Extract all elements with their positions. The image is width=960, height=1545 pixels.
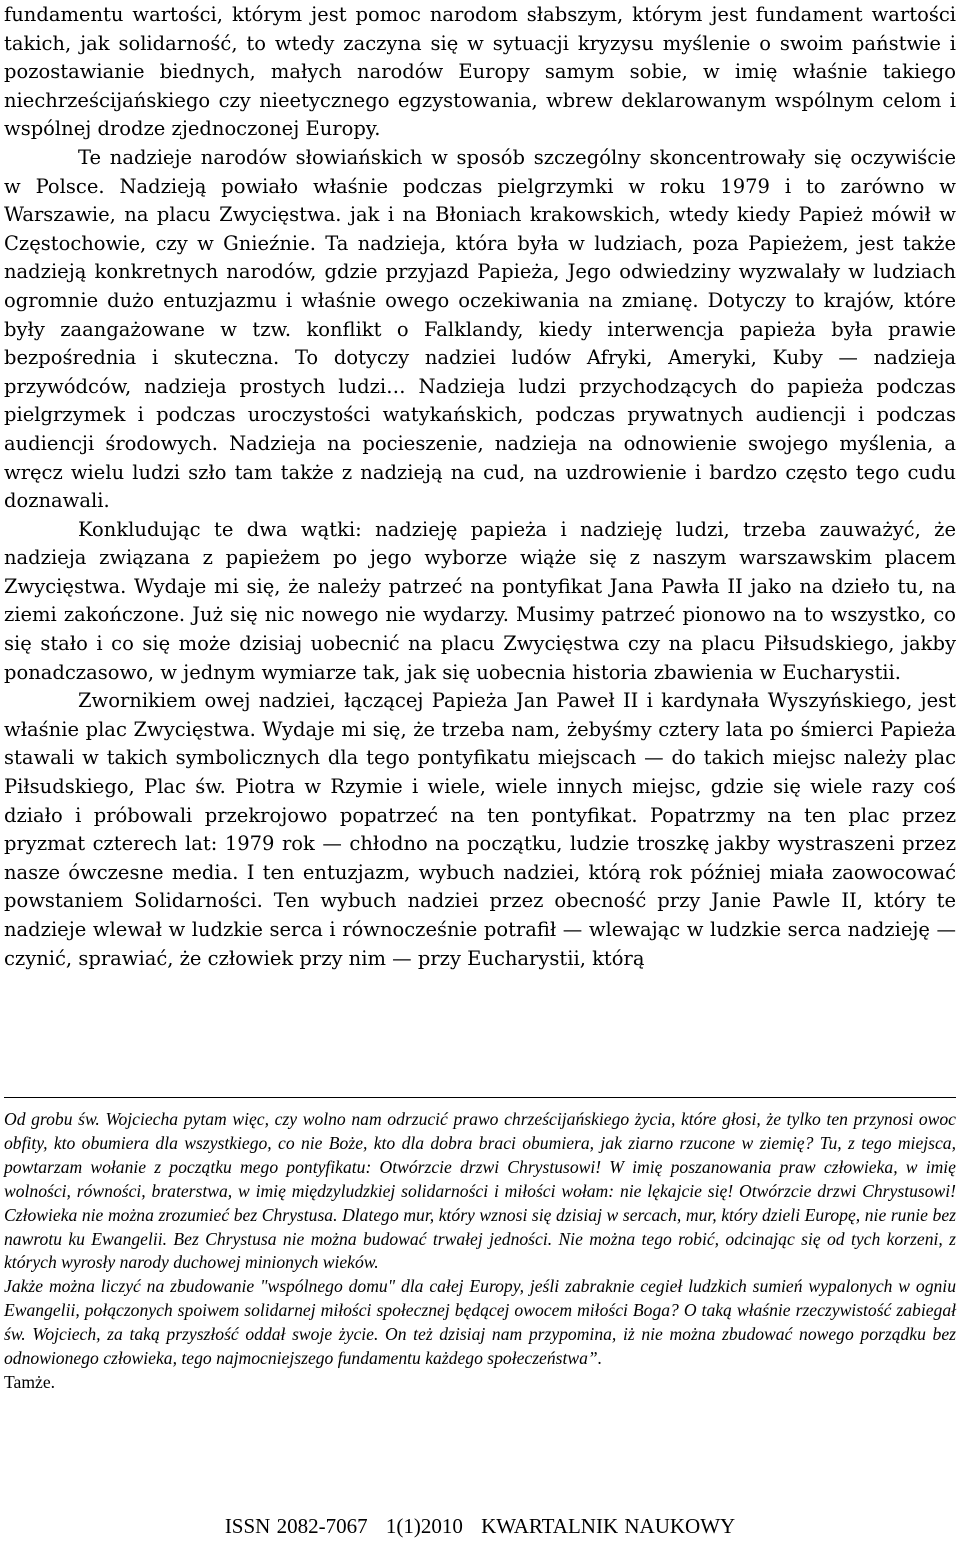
page-footer <box>4 1512 956 1540</box>
body-paragraph-2: Te nadzieje narodów słowiańskich w sposób szczególny skoncentrowały się oczywiście w Polsce. Nadzieją powiało właśnie podczas pielgrzymki w roku 1979 i to zarówno w Warszawie, na placu Zwycięstwa. jak i na Błoniach krakowskich, wtedy kiedy Papież mówił w Częstochowie, czy w Gnieźnie. Ta nadzieja, która była w ludziach, poza Papieżem, jest także nadzieją konkretnych narodów, gdzie przyjazd Papieża, Jego odwiedziny wyzwalały w ludziach ogromnie dużo entuzjazmu i właśnie owego oczekiwania na zmianę. Dotyczy to krajów, które były zaangażowane w tzw. konflikt o Falklandy, kiedy interwencja papieża była prawie bezpośrednia i skuteczna. To dotyczy nadziei ludów Afryki, Ameryki, Kuby — nadzieja przywódców, nadzieja prostych ludzi… Nadzieja ludzi przychodzących do papieża podczas pielgrzymek i podczas uroczystości watykańskich, podczas prywatnych audiencji i podczas audiencji środowych. Nadzieja na pocieszenie, nadzieja na odnowienie swojego myślenia, a wręcz wielu ludzi szło tam także z nadzieją na cud, na uzdrowienie i bardzo często tego cudu doznawali. <box>4 145 956 513</box>
footer-journal: KWARTALNIK NAUKOWY <box>481 1514 736 1538</box>
footer-issue: 1(1)2010 <box>385 1514 463 1538</box>
footnote-quote-2: Jakże można liczyć na zbudowanie "wspólnego domu" dla całej Europy, jeśli zabraknie cegieł ludzkich sumień wypalonych w ogniu Ewangelii, połączonych spoiwem solidarnej miłości społecznej będącej owocem miłości Boga? O taką właśnie rzeczywistość zabiegał św. Wojciech, za taką przyszłość oddał swoje życie. On też dzisiaj nam przypomina, iż nie można zbudować nowego porządku bez odnowionego człowieka, tego najmocniejszego fundamentu każdego społeczeństwa”. <box>4 1276 956 1369</box>
footer-issn: ISSN 2082-7067 <box>224 1514 368 1538</box>
footnote-source: Tamże. <box>4 1371 56 1392</box>
body-paragraph-4: Zwornikiem owej nadziei, łączącej Papieża Jan Paweł II i kardynała Wyszyńskiego, jest właśnie plac Zwycięstwa. Wydaje mi się, że trzeba nam, żebyśmy cztery lata po śmierci Papieża stawali w takich symbolicznych dla tego pontyfikatu miejscach — do takich miejsc należy plac Piłsudskiego, Plac św. Piotra w Rzymie i wiele, wiele innych miejsc, gdzie się wiele razy coś działo i próbowali przekrojowo popatrzeć na ten pontyfikat. Popatrzmy na ten plac przez pryzmat czterech lat: 1979 rok — chłodno na początku, ludzie troszkę jakby wystraszeni przez nasze ówczesne media. I ten entuzjazm, wybuch nadziei, którą rok później miała zaowocować powstaniem Solidarności. Ten wybuch nadziei przez obecność przy Janie Pawle II, który te nadzieje wlewał w ludzkie serca i równocześnie potrafił — wlewając w ludzkie serca nadzieję — czynić, sprawiać, że człowiek przy nim — przy Eucharystii, którą <box>4 689 956 970</box>
document-page <box>4 0 956 1545</box>
footnotes <box>4 1108 956 1395</box>
body-paragraph-3: Konkludując te dwa wątki: nadzieję papieża i nadzieję ludzi, trzeba zauważyć, że nadzieja związana z papieżem po jego wyborze wiąże się z naszym warszawskim placem Zwycięstwa. Wydaje mi się, że należy patrzeć na pontyfikat Jana Pawła II jako na dzieło tu, na ziemi zakończone. Już się nic nowego nie wydarzy. Musimy patrzeć pionowo na to wszystko, co się stało i co się może dzisiaj uobecnić na placu Zwycięstwa czy na placu Piłsudskiego, jakby ponadczasowo, w jednym wymiarze tak, jak się uobecnia historia zbawienia w Eucharystii. <box>4 517 956 684</box>
main-text <box>4 0 956 973</box>
footnote-quote-1: Od grobu św. Wojciecha pytam więc, czy wolno nam odrzucić prawo chrześcijańskiego życia, które głosi, że tylko ten przynosi owoc obfity, kto obumiera dla wszystkiego, co nie Boże, kto dla dobra braci obumiera, jak ziarno rzucone w ziemię? Tu, z tego miejsca, powtarzam wołanie z początku mego pontyfikatu: Otwórzcie drzwi Chrystusowi! W imię poszanowania praw człowieka, w imię wolności, równości, braterstwa, w imię międzyludzkiej solidarności i miłości wołam: nie lękajcie się! Otwórzcie drzwi Chrystusowi! Człowieka nie można zrozumieć bez Chrystusa. Dlatego mur, który wznosi się dzisiaj w sercach, mur, który dzieli Europę, nie runie bez nawrotu ku Ewangelii. Bez Chrystusa nie można budować trwałej jedności. Nie można tego robić, odcinając się od tych korzeni, z których wyrosły narody duchowej minionych wieków. <box>4 1109 956 1273</box>
footnote-separator <box>4 1097 956 1098</box>
body-paragraph-1: fundamentu wartości, którym jest pomoc narodom słabszym, którym jest fundament wartości takich, jak solidarność, to wtedy zaczyna się w sytuacji kryzysu myślenie o swoim państwie i pozostawianie biednych, małych narodów Europy samym sobie, w imię właśnie takiego niechrześcijańskiego czy nieetycznego egzystowania, wbrew deklarowanym wspólnym celom i wspólnej drodze zjednoczonej Europy. <box>4 3 956 141</box>
